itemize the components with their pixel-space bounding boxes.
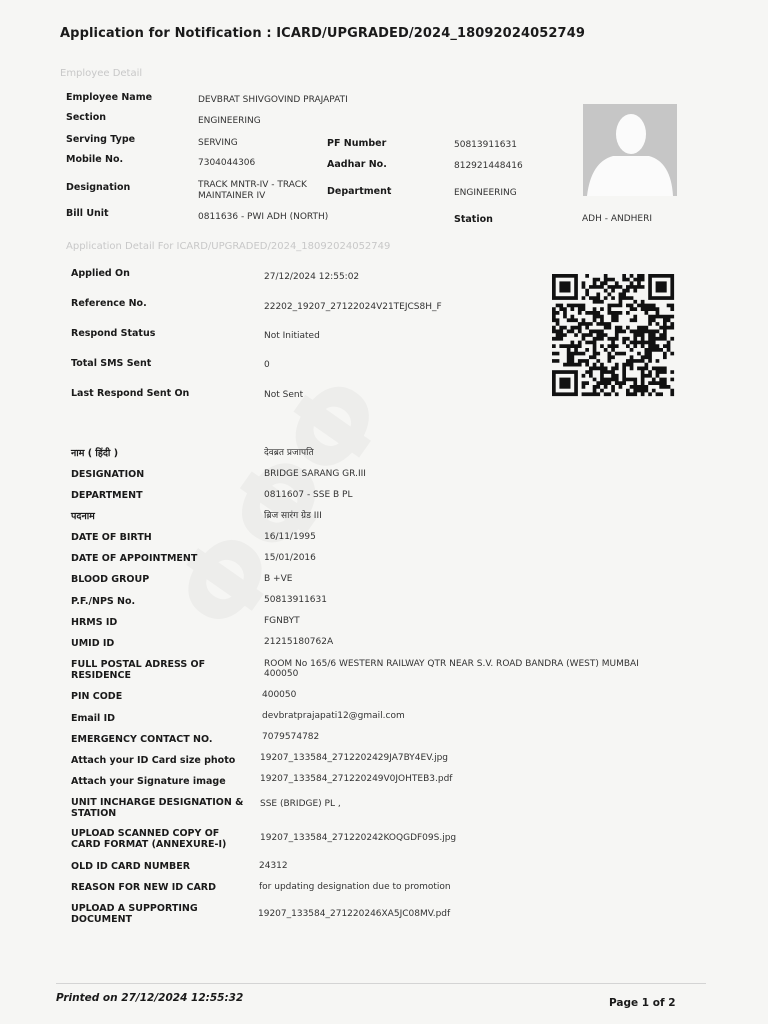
printed-on: Printed on 27/12/2024 12:55:32 xyxy=(56,992,244,1004)
employee-photo xyxy=(583,104,677,196)
field-label-date-of-birth: DATE OF BIRTH xyxy=(71,532,152,543)
designation-value-line2: MAINTAINER IV xyxy=(198,191,266,201)
field-label-name-hindi: नाम ( हिंदी ) xyxy=(71,448,119,459)
field-label-signature-image: Attach your Signature image xyxy=(71,776,226,787)
respond-status-label: Respond Status xyxy=(71,328,156,339)
field-label-pf-nps-no: P.F./NPS No. xyxy=(71,596,136,607)
field-value-scanned-copy: 19207_133584_271220242KOQGDF09S.jpg xyxy=(260,833,457,843)
field-value-emergency-contact: 7079574782 xyxy=(262,732,320,742)
field-label-department: DEPARTMENT xyxy=(71,490,143,501)
field-label-designation: DESIGNATION xyxy=(71,469,145,480)
page-title: Application for Notification : ICARD/UPGRADED/2024_18092024052749 xyxy=(60,26,585,41)
department-value: ENGINEERING xyxy=(454,188,517,198)
applied-on-label: Applied On xyxy=(71,268,130,279)
last-respond-sent-on-label: Last Respond Sent On xyxy=(71,388,190,399)
qr-code xyxy=(552,274,678,398)
designation-value-line1: TRACK MNTR-IV - TRACK xyxy=(198,180,307,190)
field-value-umid-id: 21215180762A xyxy=(264,637,334,647)
field-label-umid-id: UMID ID xyxy=(71,638,115,649)
applied-on-value: 27/12/2024 12:55:02 xyxy=(264,272,360,282)
field-label-emergency-contact: EMERGENCY CONTACT NO. xyxy=(71,734,213,745)
serving-type-value: SERVING xyxy=(198,138,238,148)
footer-divider xyxy=(56,983,706,984)
department-label: Department xyxy=(327,186,392,197)
employee-name-value: DEVBRAT SHIVGOVIND PRAJAPATI xyxy=(198,95,348,105)
serving-type-label: Serving Type xyxy=(66,134,136,145)
field-value-reason-new-id: for updating designation due to promotion xyxy=(259,882,451,892)
field-label-old-id-card-number: OLD ID CARD NUMBER xyxy=(71,861,191,872)
employee-name-label: Employee Name xyxy=(66,92,153,103)
field-label-designation-hindi: पदनाम xyxy=(71,511,95,522)
field-value-postal-address: ROOM No 165/6 WESTERN RAILWAY QTR NEAR S.V. ROAD BANDRA (WEST) MUMBAI 400050 xyxy=(264,659,639,679)
field-value-blood-group: B +VE xyxy=(264,574,293,584)
field-value-email-id: devbratprajapati12@gmail.com xyxy=(262,711,405,721)
pf-number-label: PF Number xyxy=(327,138,387,149)
employee-detail-heading: Employee Detail xyxy=(60,68,143,79)
field-label-hrms-id: HRMS ID xyxy=(71,617,118,628)
field-label-unit-incharge: UNIT INCHARGE DESIGNATION & STATION xyxy=(71,797,244,819)
field-value-pin-code: 400050 xyxy=(262,690,297,700)
section-value: ENGINEERING xyxy=(198,116,261,126)
reference-no-label: Reference No. xyxy=(71,298,147,309)
respond-status-value: Not Initiated xyxy=(264,331,320,341)
section-label: Section xyxy=(66,112,107,123)
reference-no-value: 22202_19207_27122024V21TEJCS8H_F xyxy=(264,302,442,312)
field-value-id-photo: 19207_133584_2712202429JA7BY4EV.jpg xyxy=(260,753,449,763)
field-value-department: 0811607 - SSE B PL xyxy=(264,490,353,500)
field-value-date-of-appointment: 15/01/2016 xyxy=(264,553,316,563)
aadhar-no-label: Aadhar No. xyxy=(327,159,387,170)
total-sms-sent-label: Total SMS Sent xyxy=(71,358,152,369)
field-value-signature-image: 19207_133584_271220249V0JOHTEB3.pdf xyxy=(260,774,453,784)
field-label-supporting-document: UPLOAD A SUPPORTING DOCUMENT xyxy=(71,903,198,925)
field-label-date-of-appointment: DATE OF APPOINTMENT xyxy=(71,553,198,564)
bill-unit-value: 0811636 - PWI ADH (NORTH) xyxy=(198,212,329,222)
field-label-blood-group: BLOOD GROUP xyxy=(71,574,150,585)
field-label-reason-new-id: REASON FOR NEW ID CARD xyxy=(71,882,217,893)
aadhar-no-value: 812921448416 xyxy=(454,161,523,171)
field-value-old-id-card-number: 24312 xyxy=(259,861,288,871)
total-sms-sent-value: 0 xyxy=(264,360,270,370)
mobile-no-value: 7304044306 xyxy=(198,158,256,168)
station-value: ADH - ANDHERI xyxy=(582,214,653,224)
field-value-name-hindi: देवब्रत प्रजापति xyxy=(264,448,314,458)
field-label-pin-code: PIN CODE xyxy=(71,691,123,702)
bill-unit-label: Bill Unit xyxy=(66,208,109,219)
field-label-email-id: Email ID xyxy=(71,713,116,724)
station-label: Station xyxy=(454,214,493,225)
field-value-designation: BRIDGE SARANG GR.III xyxy=(264,469,366,479)
designation-label: Designation xyxy=(66,182,131,193)
field-value-pf-nps-no: 50813911631 xyxy=(264,595,327,605)
field-value-unit-incharge: SSE (BRIDGE) PL , xyxy=(260,799,341,809)
page-number: Page 1 of 2 xyxy=(609,997,676,1009)
field-label-postal-address: FULL POSTAL ADRESS OF RESIDENCE xyxy=(71,659,206,681)
field-label-scanned-copy: UPLOAD SCANNED COPY OF CARD FORMAT (ANNEXURE-I) xyxy=(71,828,227,850)
field-value-hrms-id: FGNBYT xyxy=(264,616,300,626)
field-value-designation-hindi: ब्रिज सारंग ग्रेड III xyxy=(264,511,322,521)
pf-number-value: 50813911631 xyxy=(454,140,517,150)
qr-code-icon xyxy=(552,274,678,398)
application-detail-heading: Application Detail For ICARD/UPGRADED/2024_18092024052749 xyxy=(66,241,391,252)
person-silhouette-icon xyxy=(583,104,677,196)
mobile-no-label: Mobile No. xyxy=(66,154,124,165)
field-value-supporting-document: 19207_133584_271220246XA5JC08MV.pdf xyxy=(258,909,451,919)
field-label-id-photo: Attach your ID Card size photo xyxy=(71,755,236,766)
last-respond-sent-on-value: Not Sent xyxy=(264,390,304,400)
field-value-date-of-birth: 16/11/1995 xyxy=(264,532,316,542)
